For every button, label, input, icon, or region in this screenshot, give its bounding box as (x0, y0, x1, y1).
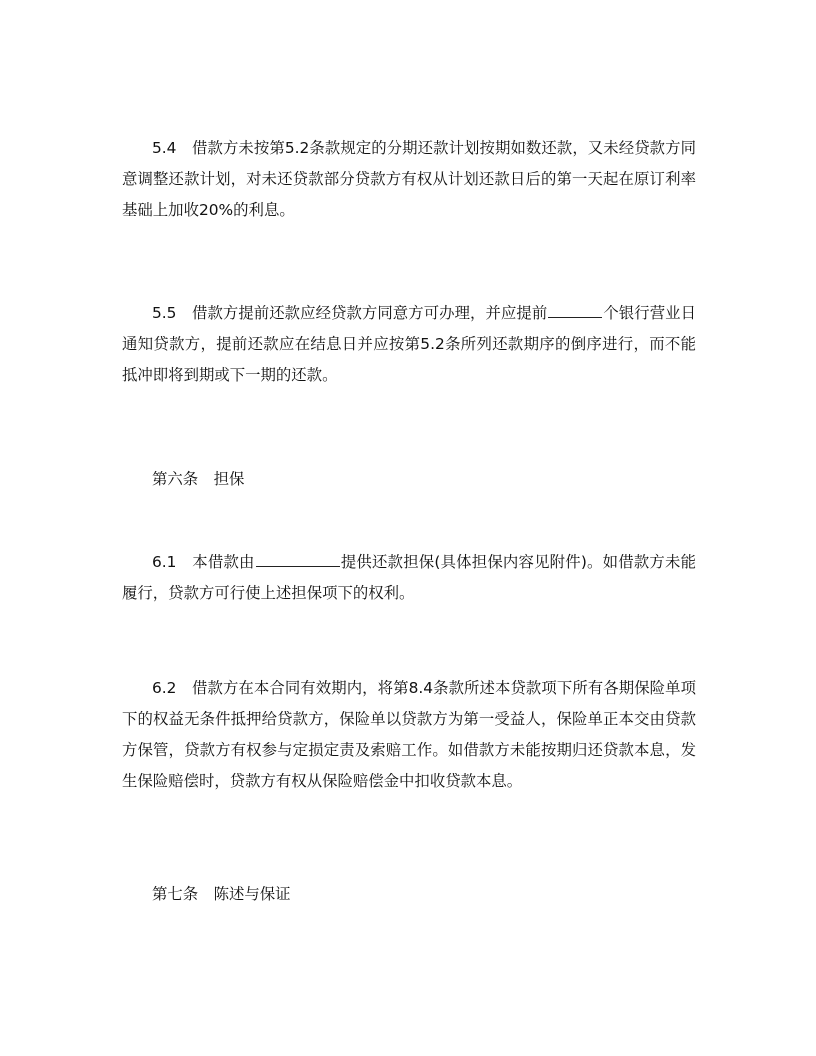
section-5-4-text: 借款方未按第5.2条款规定的分期还款计划按期如数还款，又未经贷款方同意调整还款计划，对未还贷款部分贷款方有权从计划还款日后的第一天起在原订利率基础上加收20%的利息。 (122, 139, 696, 219)
article-7-heading: 第七条 陈述与保证 (152, 885, 291, 903)
section-6-1 (122, 547, 696, 609)
section-5-5-number: 5.5 (152, 304, 177, 322)
section-5-5-text-before: 借款方提前还款应经贷款方同意方可办理，并应提前 (192, 304, 548, 322)
section-5-4 (122, 133, 696, 226)
section-6-1-text-after: 提供还款担保(具体担保内容见附件)。如借款方未能履行，贷款方可行使上述担保项下的权利。 (122, 553, 696, 602)
section-6-2-text: 借款方在本合同有效期内，将第8.4条款所述本贷款项下所有各期保险单项下的权益无条件抵押给贷款方，保险单以贷款方为第一受益人，保险单正本交由贷款方保管，贷款方有权参与定损定责及索赔工作。如借款方未能按期归还贷款本息，发生保险赔偿时，贷款方有权从保险赔偿金中扣收贷款本息。 (122, 679, 696, 790)
article-6-heading: 第六条 担保 (152, 470, 245, 488)
section-6-2-number: 6.2 (152, 679, 177, 697)
section-6-2 (122, 673, 696, 797)
fill-in-blank (256, 548, 340, 567)
section-6-1-number: 6.1 (152, 553, 177, 571)
section-6-1-text-before: 本借款由 (192, 553, 255, 571)
section-5-4-number: 5.4 (152, 139, 177, 157)
fill-in-blank (548, 299, 602, 318)
section-5-5-text-after: 个银行营业日通知贷款方，提前还款应在结息日并应按第5.2条所列还款期序的倒序进行，而不能抵冲即将到期或下一期的还款。 (122, 304, 696, 384)
section-5-5 (122, 298, 696, 391)
